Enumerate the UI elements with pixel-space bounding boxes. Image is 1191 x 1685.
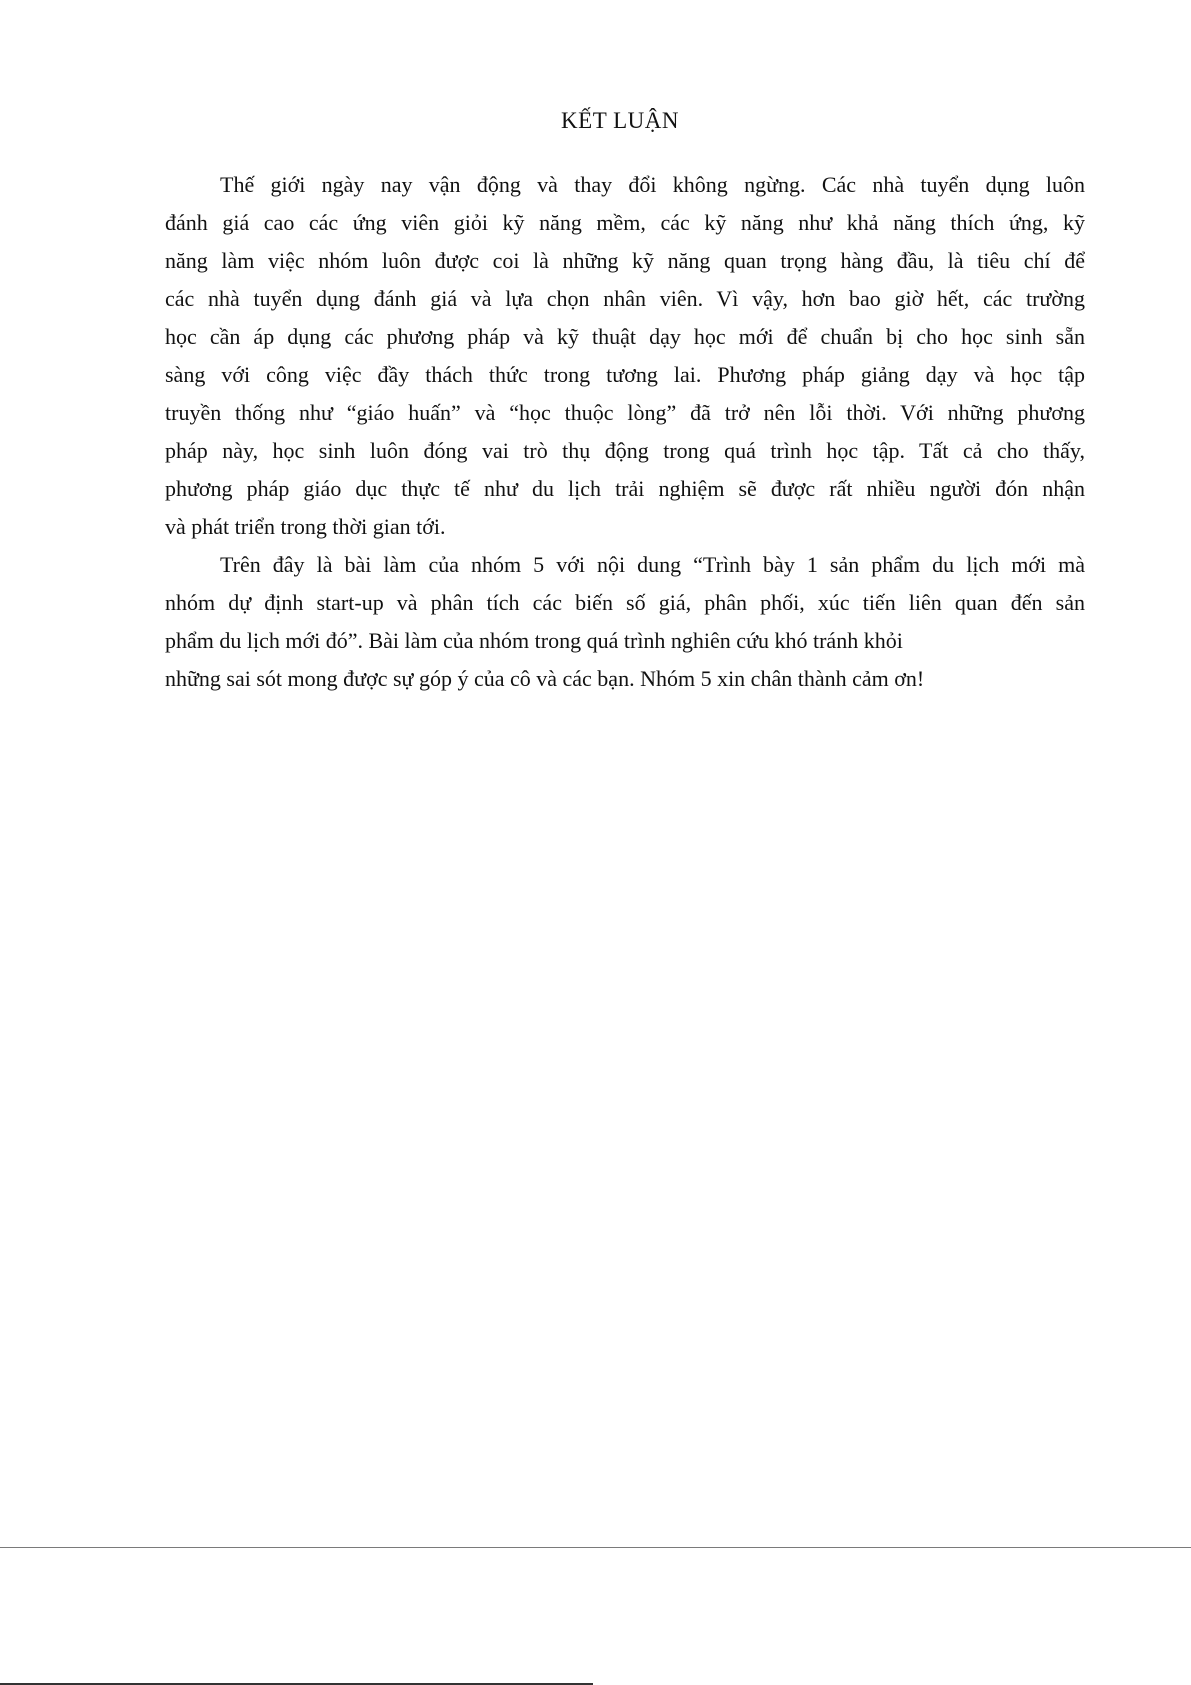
paragraph-line: Trên đây là bài làm của nhóm 5 với nội dung “Trình bày 1 sản phẩm du lịch mới mà	[220, 552, 1085, 577]
paragraph-line: phẩm du lịch mới đó”. Bài làm của nhóm trong quá trình nghiên cứu khó tránh khỏi	[165, 628, 903, 653]
paragraph-line: phương pháp giáo dục thực tế như du lịch trải nghiệm sẽ được rất nhiều người đón nhận	[165, 476, 1085, 501]
body-text	[165, 166, 1085, 698]
paragraph-line: những sai sót mong được sự góp ý của cô và các bạn. Nhóm 5 xin chân thành cảm ơn!	[165, 666, 925, 691]
paragraph-line: sàng với công việc đầy thách thức trong tương lai. Phương pháp giảng dạy và học tập	[165, 362, 1085, 387]
paragraph-line: các nhà tuyển dụng đánh giá và lựa chọn nhân viên. Vì vậy, hơn bao giờ hết, các trường	[165, 286, 1085, 311]
paragraph-1	[165, 166, 1085, 546]
paragraph-line: học cần áp dụng các phương pháp và kỹ thuật dạy học mới để chuẩn bị cho học sinh sẵn	[165, 324, 1085, 349]
paragraph-line: và phát triển trong thời gian tới.	[165, 514, 446, 539]
page-title: KẾT LUẬN	[561, 108, 679, 133]
paragraph-line: đánh giá cao các ứng viên giỏi kỹ năng mềm, các kỹ năng như khả năng thích ứng, kỹ	[165, 210, 1085, 235]
paragraph-2	[165, 546, 1085, 698]
paragraph-line: pháp này, học sinh luôn đóng vai trò thụ động trong quá trình học tập. Tất cả cho thấy,	[165, 438, 1085, 463]
paragraph-line: nhóm dự định start-up và phân tích các biến số giá, phân phối, xúc tiến liên quan đến sản	[165, 590, 1085, 615]
paragraph-line: truyền thống như “giáo huấn” và “học thuộc lòng” đã trở nên lỗi thời. Với những phương	[165, 400, 1085, 425]
paragraph-line: Thế giới ngày nay vận động và thay đổi không ngừng. Các nhà tuyển dụng luôn	[220, 172, 1085, 197]
paragraph-line: năng làm việc nhóm luôn được coi là những kỹ năng quan trọng hàng đầu, là tiêu chí để	[165, 248, 1085, 273]
page-divider	[0, 1547, 1191, 1548]
